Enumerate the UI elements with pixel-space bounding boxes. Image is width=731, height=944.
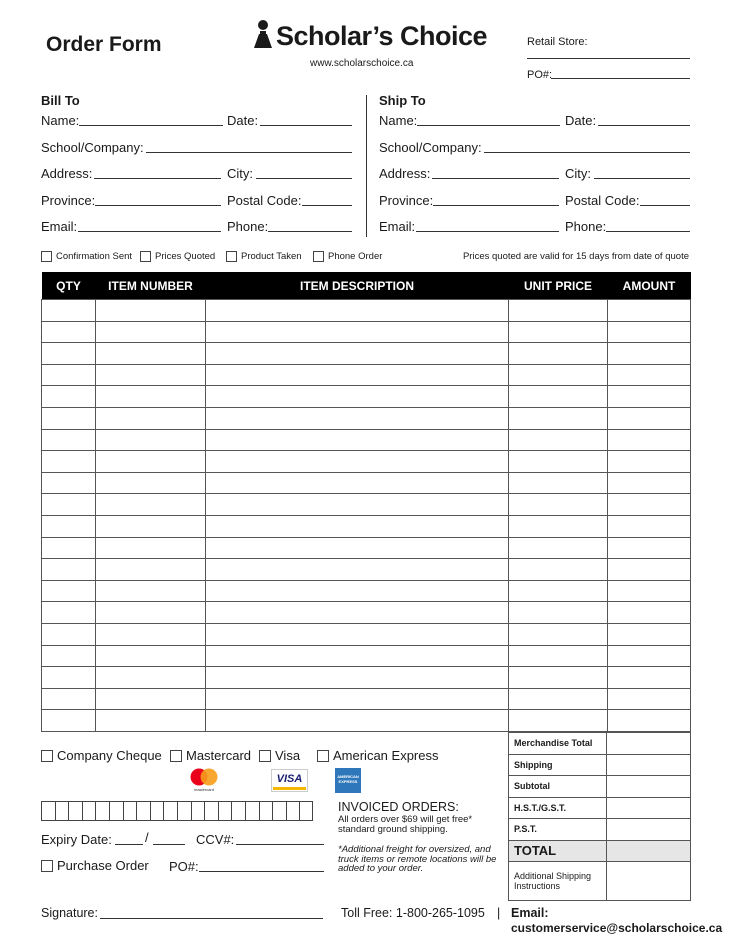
item-description-cell[interactable]	[206, 710, 509, 732]
table-row	[42, 559, 691, 581]
table-row	[42, 602, 691, 624]
ship-postal-label: Postal Code:	[565, 193, 640, 208]
amount-cell[interactable]	[608, 343, 691, 365]
visa-label: Visa	[275, 748, 301, 763]
item-description-cell[interactable]	[206, 515, 509, 537]
totals-table	[508, 732, 691, 901]
unit-price-cell[interactable]	[509, 407, 608, 429]
purchase-order-checkbox[interactable]	[41, 858, 149, 873]
item-description-cell[interactable]	[206, 602, 509, 624]
total-label: TOTAL	[509, 840, 607, 862]
amount-cell[interactable]	[608, 623, 691, 645]
product-taken-checkbox[interactable]	[226, 251, 302, 262]
qty-cell[interactable]	[42, 667, 96, 689]
card-digit-box[interactable]	[231, 801, 245, 821]
amount-cell[interactable]	[608, 667, 691, 689]
card-digit-box[interactable]	[163, 801, 177, 821]
bill-date-label: Date:	[227, 113, 259, 128]
ship-name-label: Name:	[379, 113, 418, 128]
totals-row	[509, 840, 691, 862]
payment-po-line[interactable]	[199, 871, 324, 872]
amount-cell[interactable]	[608, 602, 691, 624]
footer-separator: |	[497, 906, 501, 920]
item-number-cell[interactable]	[96, 451, 206, 473]
col-amount-header: AMOUNT	[608, 272, 691, 300]
table-row	[42, 667, 691, 689]
qty-cell[interactable]	[42, 688, 96, 710]
card-digit-box[interactable]	[136, 801, 150, 821]
table-row	[42, 429, 691, 451]
ship-phone-line[interactable]	[606, 231, 690, 232]
bill-email-line[interactable]	[78, 231, 221, 232]
ship-to-heading: Ship To	[379, 93, 426, 108]
bill-province-label: Province:	[41, 193, 96, 208]
item-description-cell[interactable]	[206, 645, 509, 667]
item-number-cell[interactable]	[96, 515, 206, 537]
amount-cell[interactable]	[608, 580, 691, 602]
merchandise-total-label: Merchandise Total	[509, 733, 607, 755]
pst-value[interactable]	[607, 819, 691, 841]
card-digit-box[interactable]	[95, 801, 109, 821]
ccv-line[interactable]	[236, 844, 324, 845]
unit-price-cell[interactable]	[509, 343, 608, 365]
item-number-cell[interactable]	[96, 343, 206, 365]
item-description-cell[interactable]	[206, 321, 509, 343]
ship-email-label: Email:	[379, 219, 416, 234]
bill-school-label: School/Company:	[41, 140, 144, 155]
hst-gst-label: H.S.T./G.S.T.	[509, 797, 607, 819]
payment-po-label: PO#:	[169, 859, 199, 874]
bill-postal-label: Postal Code:	[227, 193, 302, 208]
card-digit-box[interactable]	[204, 801, 218, 821]
bill-school-line[interactable]	[146, 152, 352, 153]
item-number-cell[interactable]	[96, 667, 206, 689]
page-title: Order Form	[46, 33, 162, 56]
item-description-cell[interactable]	[206, 451, 509, 473]
mastercard-label: Mastercard	[186, 748, 252, 763]
bill-email-label: Email:	[41, 219, 78, 234]
ship-date-label: Date:	[565, 113, 597, 128]
amount-cell[interactable]	[608, 515, 691, 537]
amount-cell[interactable]	[608, 451, 691, 473]
unit-price-cell[interactable]	[509, 429, 608, 451]
unit-price-cell[interactable]	[509, 710, 608, 732]
expiry-slash: /	[145, 830, 149, 845]
mastercard-checkbox[interactable]	[170, 748, 251, 763]
item-description-cell[interactable]	[206, 386, 509, 408]
card-digit-box[interactable]	[177, 801, 191, 821]
amount-cell[interactable]	[608, 300, 691, 322]
item-number-cell[interactable]	[96, 300, 206, 322]
hst-gst-value[interactable]	[607, 797, 691, 819]
shipping-instructions-label: Additional Shipping Instructions	[509, 862, 607, 901]
item-description-cell[interactable]	[206, 300, 509, 322]
totals-row	[509, 733, 691, 755]
qty-cell[interactable]	[42, 494, 96, 516]
amex-checkbox[interactable]	[317, 748, 438, 763]
unit-price-cell[interactable]	[509, 494, 608, 516]
unit-price-cell[interactable]	[509, 364, 608, 386]
total-value[interactable]	[607, 840, 691, 862]
amount-cell[interactable]	[608, 472, 691, 494]
invoiced-orders-text: All orders over $69 will get free* standard ground shipping.	[338, 814, 473, 835]
item-description-cell[interactable]	[206, 407, 509, 429]
visa-checkbox[interactable]	[259, 748, 300, 763]
qty-cell[interactable]	[42, 580, 96, 602]
bill-address-label: Address:	[41, 166, 93, 181]
ship-name-line[interactable]	[417, 125, 560, 126]
unit-price-cell[interactable]	[509, 300, 608, 322]
item-number-cell[interactable]	[96, 602, 206, 624]
amount-cell[interactable]	[608, 710, 691, 732]
ship-school-label: School/Company:	[379, 140, 482, 155]
bill-date-line[interactable]	[260, 125, 352, 126]
ship-city-label: City:	[565, 166, 591, 181]
amount-cell[interactable]	[608, 364, 691, 386]
item-description-cell[interactable]	[206, 667, 509, 689]
card-digit-box[interactable]	[82, 801, 96, 821]
expiry-year-line[interactable]	[153, 844, 185, 845]
amount-cell[interactable]	[608, 429, 691, 451]
item-number-cell[interactable]	[96, 688, 206, 710]
ship-date-line[interactable]	[598, 125, 690, 126]
qty-cell[interactable]	[42, 321, 96, 343]
ccv-label: CCV#:	[196, 832, 235, 847]
brand-logo	[252, 18, 488, 58]
bill-city-line[interactable]	[256, 178, 352, 179]
card-digit-box[interactable]	[123, 801, 137, 821]
unit-price-cell[interactable]	[509, 667, 608, 689]
qty-cell[interactable]	[42, 602, 96, 624]
item-description-cell[interactable]	[206, 688, 509, 710]
validity-note: Prices quoted are valid for 15 days from date of quote	[462, 251, 689, 262]
qty-cell[interactable]	[42, 710, 96, 732]
table-row	[42, 710, 691, 732]
table-row	[42, 321, 691, 343]
item-number-cell[interactable]	[96, 321, 206, 343]
table-row	[42, 300, 691, 322]
expiry-month-line[interactable]	[115, 844, 143, 845]
amex-label: American Express	[333, 748, 439, 763]
item-description-cell[interactable]	[206, 429, 509, 451]
table-row	[42, 515, 691, 537]
unit-price-cell[interactable]	[509, 472, 608, 494]
confirmation-sent-checkbox[interactable]	[41, 251, 132, 262]
card-digit-box[interactable]	[245, 801, 259, 821]
amount-cell[interactable]	[608, 559, 691, 581]
col-qty-header: QTY	[42, 272, 96, 300]
unit-price-cell[interactable]	[509, 321, 608, 343]
confirmation-sent-label: Confirmation Sent	[56, 251, 133, 262]
totals-row	[509, 754, 691, 776]
amex-logo	[335, 768, 361, 793]
ship-email-line[interactable]	[416, 231, 559, 232]
table-row	[42, 537, 691, 559]
card-digit-box[interactable]	[191, 801, 205, 821]
bill-phone-line[interactable]	[268, 231, 352, 232]
signature-label: Signature:	[41, 906, 98, 920]
item-description-cell[interactable]	[206, 623, 509, 645]
freight-footnote: *Additional freight for oversized, and truck items or remote locations will be added to your order.	[338, 844, 497, 875]
item-number-cell[interactable]	[96, 645, 206, 667]
mastercard-logo	[186, 767, 222, 793]
prices-quoted-checkbox[interactable]	[140, 251, 215, 262]
unit-price-cell[interactable]	[509, 602, 608, 624]
pst-label: P.S.T.	[509, 819, 607, 841]
visa-logo	[271, 769, 308, 792]
signature-line[interactable]	[100, 918, 323, 919]
shipping-instructions-value[interactable]	[607, 862, 691, 901]
subtotal-label: Subtotal	[509, 776, 607, 798]
unit-price-cell[interactable]	[509, 386, 608, 408]
item-number-cell[interactable]	[96, 623, 206, 645]
brand-name: Scholar’s Choice	[276, 21, 488, 51]
qty-cell[interactable]	[42, 364, 96, 386]
visa-logo-text: VISA	[276, 773, 303, 785]
po-label: PO#:	[527, 69, 553, 81]
toll-free-number[interactable]: Toll Free: 1-800-265-1095	[341, 906, 485, 920]
invoiced-orders-title: INVOICED ORDERS:	[338, 800, 459, 814]
item-description-cell[interactable]	[206, 580, 509, 602]
amount-cell[interactable]	[608, 688, 691, 710]
pawn-icon	[252, 19, 274, 51]
subtotal-value[interactable]	[607, 776, 691, 798]
unit-price-cell[interactable]	[509, 580, 608, 602]
bill-phone-label: Phone:	[227, 219, 269, 234]
card-digit-box[interactable]	[218, 801, 232, 821]
bill-to-heading: Bill To	[41, 93, 80, 108]
ship-postal-line[interactable]	[640, 205, 690, 206]
item-number-cell[interactable]	[96, 580, 206, 602]
unit-price-cell[interactable]	[509, 559, 608, 581]
phone-order-checkbox[interactable]	[313, 251, 382, 262]
item-number-cell[interactable]	[96, 537, 206, 559]
qty-cell[interactable]	[42, 515, 96, 537]
totals-row	[509, 862, 691, 901]
bill-province-line[interactable]	[95, 205, 221, 206]
table-row	[42, 494, 691, 516]
card-digit-box[interactable]	[109, 801, 123, 821]
item-description-cell[interactable]	[206, 494, 509, 516]
table-row	[42, 580, 691, 602]
card-digit-box[interactable]	[55, 801, 69, 821]
amount-cell[interactable]	[608, 386, 691, 408]
item-description-cell[interactable]	[206, 472, 509, 494]
section-divider	[366, 95, 367, 237]
qty-cell[interactable]	[42, 559, 96, 581]
bill-name-label: Name:	[41, 113, 80, 128]
qty-cell[interactable]	[42, 300, 96, 322]
company-cheque-checkbox[interactable]	[41, 748, 162, 763]
product-taken-label: Product Taken	[241, 251, 302, 262]
table-row	[42, 645, 691, 667]
col-item-description-header: ITEM DESCRIPTION	[206, 272, 509, 300]
purchase-order-label: Purchase Order	[57, 858, 149, 873]
ship-phone-label: Phone:	[565, 219, 607, 234]
totals-row	[509, 797, 691, 819]
qty-cell[interactable]	[42, 429, 96, 451]
item-number-cell[interactable]	[96, 472, 206, 494]
item-number-cell[interactable]	[96, 559, 206, 581]
unit-price-cell[interactable]	[509, 688, 608, 710]
card-digit-box[interactable]	[286, 801, 300, 821]
totals-row	[509, 819, 691, 841]
table-row	[42, 386, 691, 408]
items-table	[41, 272, 691, 732]
ship-province-line[interactable]	[433, 205, 559, 206]
shipping-label: Shipping	[509, 754, 607, 776]
qty-cell[interactable]	[42, 343, 96, 365]
company-cheque-label: Company Cheque	[57, 748, 162, 763]
mastercard-logo-text: mastercard	[193, 787, 215, 792]
table-row	[42, 472, 691, 494]
shipping-value[interactable]	[607, 754, 691, 776]
qty-cell[interactable]	[42, 386, 96, 408]
item-number-cell[interactable]	[96, 386, 206, 408]
totals-row	[509, 776, 691, 798]
card-digit-box[interactable]	[68, 801, 82, 821]
col-unit-price-header: UNIT PRICE	[509, 272, 608, 300]
bill-postal-line[interactable]	[302, 205, 352, 206]
qty-cell[interactable]	[42, 537, 96, 559]
prices-quoted-label: Prices Quoted	[155, 251, 216, 262]
email-label: Email:	[511, 906, 549, 920]
item-number-cell[interactable]	[96, 494, 206, 516]
website-url[interactable]: www.scholarschoice.ca	[310, 58, 414, 69]
table-row	[42, 343, 691, 365]
qty-cell[interactable]	[42, 407, 96, 429]
ship-province-label: Province:	[379, 193, 434, 208]
phone-order-label: Phone Order	[328, 251, 383, 262]
amount-cell[interactable]	[608, 321, 691, 343]
unit-price-cell[interactable]	[509, 645, 608, 667]
po-line[interactable]	[551, 78, 690, 79]
retail-store-label: Retail Store:	[527, 36, 588, 48]
bill-name-line[interactable]	[79, 125, 223, 126]
qty-cell[interactable]	[42, 645, 96, 667]
item-number-cell[interactable]	[96, 407, 206, 429]
ship-address-label: Address:	[379, 166, 431, 181]
card-digit-box[interactable]	[272, 801, 286, 821]
ship-address-line[interactable]	[432, 178, 559, 179]
unit-price-cell[interactable]	[509, 537, 608, 559]
card-digit-box[interactable]	[299, 801, 313, 821]
card-number-boxes[interactable]	[41, 801, 313, 821]
item-description-cell[interactable]	[206, 364, 509, 386]
ship-school-line[interactable]	[484, 152, 690, 153]
bill-address-line[interactable]	[94, 178, 221, 179]
unit-price-cell[interactable]	[509, 515, 608, 537]
table-row	[42, 451, 691, 473]
item-description-cell[interactable]	[206, 537, 509, 559]
qty-cell[interactable]	[42, 623, 96, 645]
ship-city-line[interactable]	[594, 178, 690, 179]
col-item-number-header: ITEM NUMBER	[96, 272, 206, 300]
qty-cell[interactable]	[42, 472, 96, 494]
retail-store-line[interactable]	[527, 58, 690, 59]
amount-cell[interactable]	[608, 537, 691, 559]
table-header-row	[42, 272, 691, 300]
item-number-cell[interactable]	[96, 364, 206, 386]
table-row	[42, 364, 691, 386]
unit-price-cell[interactable]	[509, 451, 608, 473]
merchandise-total-value[interactable]	[607, 733, 691, 755]
item-description-cell[interactable]	[206, 343, 509, 365]
card-digit-box[interactable]	[150, 801, 164, 821]
amount-cell[interactable]	[608, 645, 691, 667]
amex-logo-text: AMERICAN EXPRESS	[337, 774, 359, 784]
card-digit-box[interactable]	[41, 801, 55, 821]
table-row	[42, 623, 691, 645]
email-address[interactable]: customerservice@scholarschoice.ca	[511, 921, 723, 935]
item-number-cell[interactable]	[96, 710, 206, 732]
item-description-cell[interactable]	[206, 559, 509, 581]
qty-cell[interactable]	[42, 451, 96, 473]
table-row	[42, 407, 691, 429]
card-digit-box[interactable]	[259, 801, 273, 821]
amount-cell[interactable]	[608, 407, 691, 429]
item-number-cell[interactable]	[96, 429, 206, 451]
unit-price-cell[interactable]	[509, 623, 608, 645]
table-row	[42, 688, 691, 710]
expiry-label: Expiry Date:	[41, 832, 112, 847]
amount-cell[interactable]	[608, 494, 691, 516]
bill-city-label: City:	[227, 166, 253, 181]
